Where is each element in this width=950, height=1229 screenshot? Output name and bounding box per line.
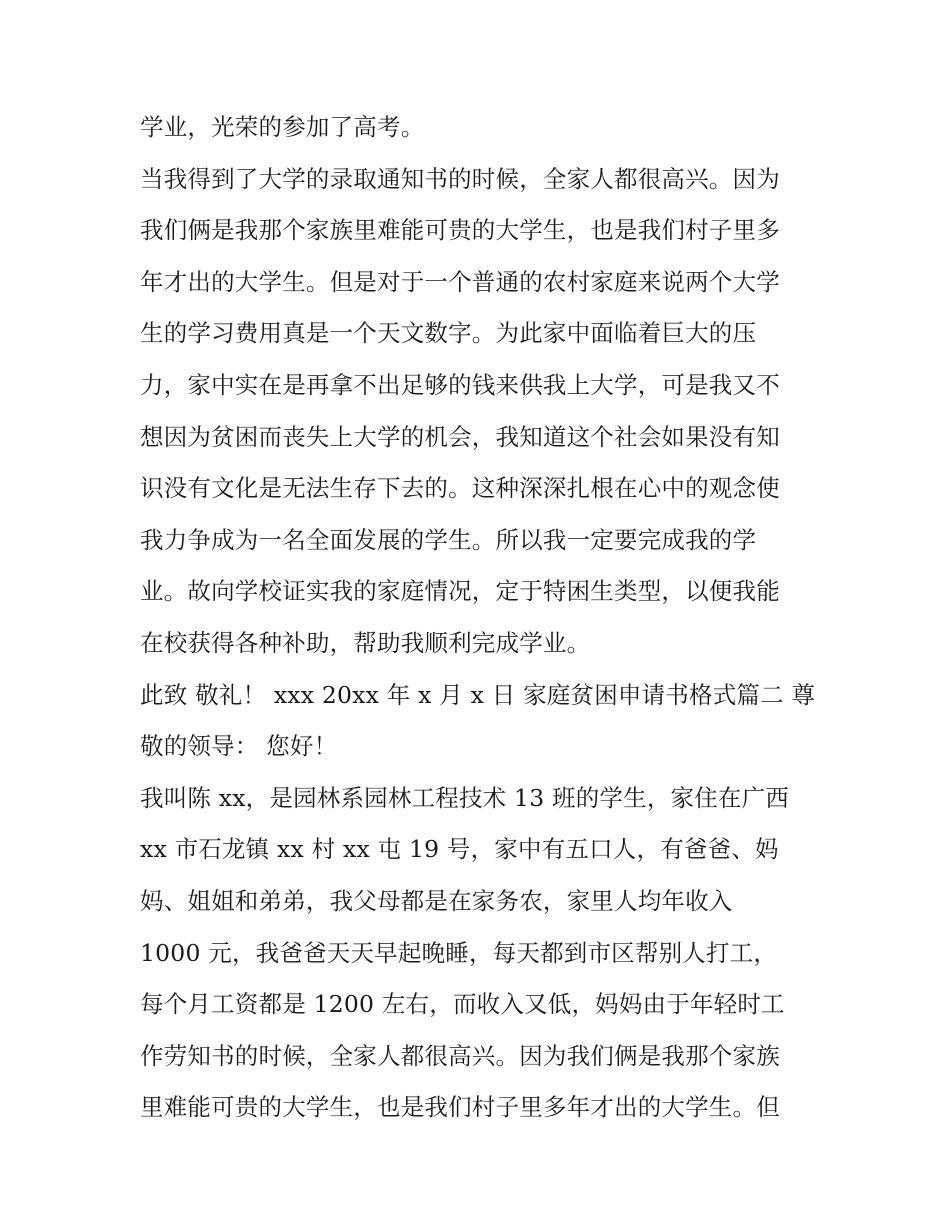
text-line: 生的学习费用真是一个天文数字。为此家中面临着巨大的压 xyxy=(140,319,757,348)
text-line: 我叫陈 xx，是园林系园林工程技术 13 班的学生，家住在广西 xyxy=(140,783,790,812)
text-line: 我力争成为一名全面发展的学生。所以我一定要完成我的学 xyxy=(140,525,757,554)
text-line: 1000 元，我爸爸天天早起晚睡，每天都到市区帮别人打工， xyxy=(140,938,778,967)
text-line: 里难能可贵的大学生，也是我们村子里多年才出的大学生。但 xyxy=(140,1093,780,1122)
text-line: 作劳知书的时候，全家人都很高兴。因为我们俩是我那个家族 xyxy=(140,1041,780,1070)
text-line: 想因为贫困而丧失上大学的机会，我知道这个社会如果没有知 xyxy=(140,422,780,451)
text-line: 业。故向学校证实我的家庭情况，定于特困生类型，以便我能 xyxy=(140,577,780,606)
text-line: xx 市石龙镇 xx 村 xx 屯 19 号，家中有五口人，有爸爸、妈 xyxy=(140,835,779,864)
text-line: 我们俩是我那个家族里难能可贵的大学生，也是我们村子里多 xyxy=(140,216,780,245)
text-line: 此致 敬礼！ xxx 20xx 年 x 月 x 日 家庭贫困申请书格式篇二 尊 xyxy=(140,680,816,709)
text-line: 力，家中实在是再拿不出足够的钱来供我上大学，可是我又不 xyxy=(140,370,780,399)
text-line: 年才出的大学生。但是对于一个普通的农村家庭来说两个大学 xyxy=(140,267,780,296)
text-line: 学业，光荣的参加了高考。 xyxy=(140,113,425,141)
text-line: 每个月工资都是 1200 左右，而收入又低，妈妈由于年轻时工 xyxy=(140,990,785,1019)
text-line: 在校获得各种补助，帮助我顺利完成学业。 xyxy=(140,628,591,657)
text-line: 敬的领导： 您好！ xyxy=(140,732,338,761)
text-line: 识没有文化是无法生存下去的。这种深深扎根在心中的观念使 xyxy=(140,474,780,503)
text-line: 妈、姐姐和弟弟，我父母都是在家务农，家里人均年收入 xyxy=(140,886,733,915)
document-body xyxy=(140,102,820,1134)
text-line: 当我得到了大学的录取通知书的时候，全家人都很高兴。因为 xyxy=(140,164,780,193)
